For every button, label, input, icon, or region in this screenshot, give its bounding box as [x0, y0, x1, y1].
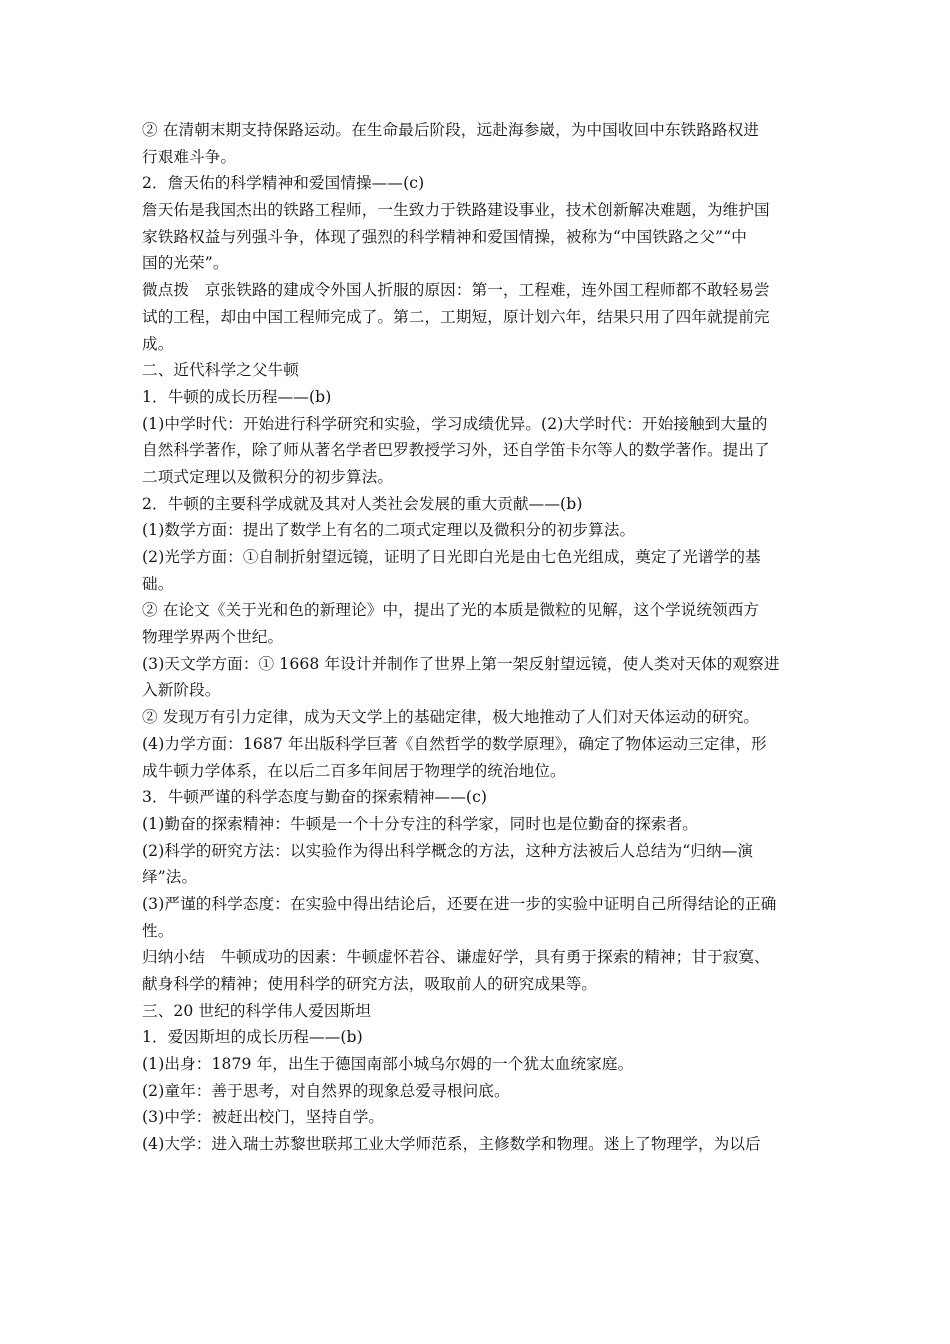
- text-line: (2)科学的研究方法：以实验作为得出科学概念的方法，这种方法被后人总结为“归纳—演: [142, 841, 754, 860]
- text-line: 国的光荣”。: [142, 254, 229, 273]
- section-heading: 三、20 世纪的科学伟人爱因斯坦: [142, 1001, 372, 1020]
- text-line: 詹天佑是我国杰出的铁路工程师，一生致力于铁路建设事业，技术创新解决难题，为维护国: [142, 201, 770, 220]
- text-line: (2)童年：善于思考，对自然界的现象总爱寻根问底。: [142, 1081, 510, 1100]
- text-line: ② 在论文《关于光和色的新理论》中，提出了光的本质是微粒的见解，这个学说统领西方: [142, 601, 760, 620]
- text-line: (3)天文学方面：① 1668 年设计并制作了世界上第一架反射望远镜，使人类对天体的观察进: [142, 654, 780, 673]
- text-line: (1)中学时代：开始进行科学研究和实验，学习成绩优异。(2)大学时代：开始接触到大量的: [142, 414, 768, 433]
- text-line: ② 发现万有引力定律，成为天文学上的基础定律，极大地推动了人们对天体运动的研究。: [142, 708, 760, 727]
- text-line: (3)中学：被赶出校门，坚持自学。: [142, 1108, 385, 1127]
- section-subheading: 2．牛顿的主要科学成就及其对人类社会发展的重大贡献——(b): [142, 494, 583, 513]
- text-line: 归纳小结 牛顿成功的因素：牛顿虚怀若谷、谦虚好学，具有勇于探索的精神；甘于寂寞、: [142, 948, 770, 967]
- document-page: [142, 117, 810, 1158]
- section-heading: 二、近代科学之父牛顿: [142, 361, 299, 380]
- text-line: 绎”法。: [142, 868, 198, 887]
- text-line: 物理学界两个世纪。: [142, 628, 284, 647]
- text-line: (4)力学方面：1687 年出版科学巨著《自然哲学的数学原理》，确定了物体运动三定律，形: [142, 734, 767, 753]
- text-line: 入新阶段。: [142, 681, 221, 700]
- text-line: 微点拨 京张铁路的建成令外国人折服的原因：第一，工程难，连外国工程师都不敢轻易尝: [142, 281, 770, 300]
- text-line: 二项式定理以及微积分的初步算法。: [142, 467, 394, 486]
- text-line: 性。: [142, 921, 174, 940]
- text-line: 家铁路权益与列强斗争，体现了强烈的科学精神和爱国情操，被称为“中国铁路之父”“中: [142, 227, 747, 246]
- text-line: 成牛顿力学体系，在以后二百多年间居于物理学的统治地位。: [142, 761, 566, 780]
- text-line: (4)大学：进入瑞士苏黎世联邦工业大学师范系，主修数学和物理。迷上了物理学，为以后: [142, 1135, 761, 1154]
- text-line: (3)严谨的科学态度：在实验中得出结论后，还要在进一步的实验中证明自己所得结论的正确: [142, 894, 777, 913]
- section-subheading: 1．牛顿的成长历程——(b): [142, 387, 332, 406]
- section-subheading: 1．爱因斯坦的成长历程——(b): [142, 1028, 363, 1047]
- text-line: (1)数学方面：提出了数学上有名的二项式定理以及微积分的初步算法。: [142, 521, 636, 540]
- text-line: (1)勤奋的探索精神：牛顿是一个十分专注的科学家，同时也是位勤奋的探索者。: [142, 814, 698, 833]
- text-line: 献身科学的精神；使用科学的研究方法，吸取前人的研究成果等。: [142, 975, 598, 993]
- text-line: 成。: [142, 334, 174, 353]
- text-line: 自然科学著作，除了师从著名学者巴罗教授学习外，还自学笛卡尔等人的数学著作。提出了: [142, 441, 770, 460]
- text-line: 础。: [142, 574, 174, 593]
- text-line: 试的工程，却由中国工程师完成了。第二，工期短，原计划六年，结果只用了四年就提前完: [142, 307, 770, 326]
- text-line: (2)光学方面：①自制折射望远镜，证明了日光即白光是由七色光组成，奠定了光谱学的基: [142, 548, 761, 566]
- text-line: (1)出身：1879 年，出生于德国南部小城乌尔姆的一个犹太血统家庭。: [142, 1055, 634, 1074]
- text-line: ② 在清朝末期支持保路运动。在生命最后阶段，远赴海参崴，为中国收回中东铁路路权进: [142, 121, 760, 139]
- section-subheading: 3．牛顿严谨的科学态度与勤奋的探索精神——(c): [142, 788, 488, 807]
- section-subheading: 2．詹天佑的科学精神和爱国情操——(c): [142, 174, 425, 193]
- text-line: 行艰难斗争。: [142, 147, 237, 166]
